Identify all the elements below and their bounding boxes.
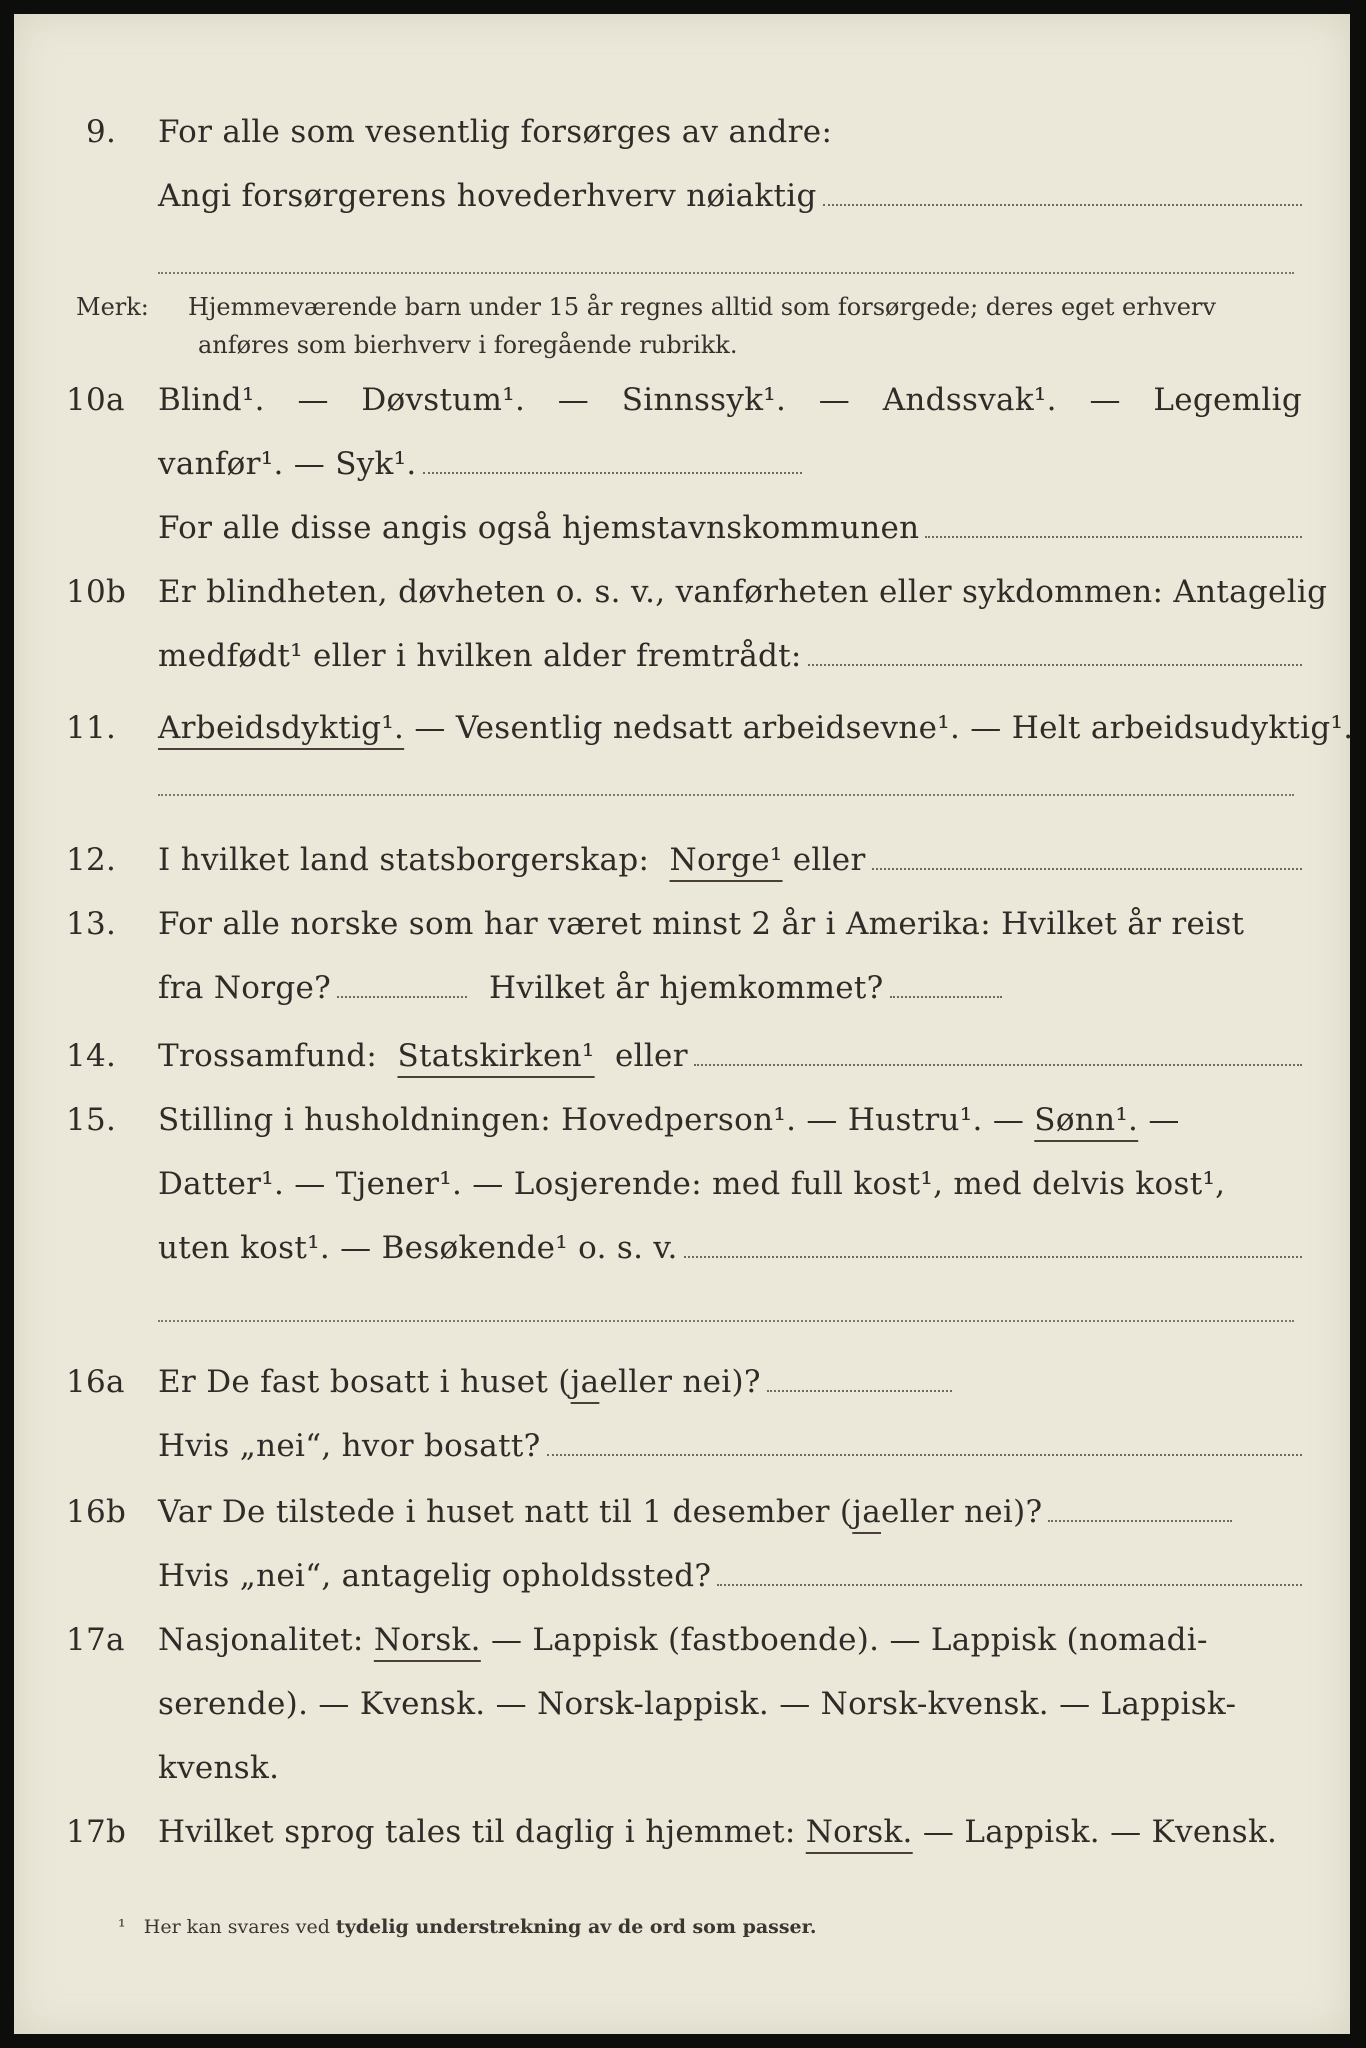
question-16a xyxy=(66,1364,1302,1492)
footnote-bold-text: tydelig understrekning av de ord som passer. xyxy=(335,1916,817,1938)
question-number: 10a xyxy=(66,382,125,418)
question-number: 12. xyxy=(66,842,117,878)
question-number: 10b xyxy=(66,574,127,610)
question-14 xyxy=(66,1038,1302,1102)
answer-field[interactable] xyxy=(547,1453,1302,1456)
question-text: Nasjonalitet: xyxy=(158,1622,364,1658)
underlined-answer: Statskirken¹ xyxy=(397,1038,595,1074)
question-text: Stilling i husholdningen: Hovedperson¹. — Hustru¹. — xyxy=(158,1102,1025,1138)
question-text: Hvis „nei“, antagelig opholdssted? xyxy=(158,1558,712,1594)
separator: — xyxy=(1089,382,1121,418)
question-10a xyxy=(66,382,1302,574)
underlined-answer: ja xyxy=(570,1364,600,1400)
option-text: — xyxy=(1148,1102,1180,1138)
option-text: Datter¹. — Tjener¹. — Losjerende: med full kost¹, med delvis kost¹, xyxy=(158,1166,1226,1202)
question-number: 9. xyxy=(86,114,117,150)
option-text: — Lappisk (fastboende). — Lappisk (nomadi- xyxy=(490,1622,1208,1658)
question-number: 17a xyxy=(66,1622,125,1658)
question-12 xyxy=(66,842,1302,906)
answer-field[interactable] xyxy=(158,794,1294,796)
option-text: — Lappisk. — Kvensk. xyxy=(922,1814,1278,1850)
answer-field[interactable] xyxy=(423,471,802,474)
question-11 xyxy=(66,710,1354,774)
footnote-mark: ¹ xyxy=(118,1916,126,1938)
note-text: Hjemmeværende barn under 15 år regnes alltid som forsørgede; deres eget erhverv xyxy=(188,293,1216,321)
question-number: 11. xyxy=(66,710,117,746)
option-text: Blind¹. xyxy=(158,382,265,418)
option-text: Andssvak¹. xyxy=(882,382,1057,418)
question-15 xyxy=(66,1102,1302,1294)
answer-field[interactable] xyxy=(684,1255,1302,1258)
question-number: 13. xyxy=(66,906,117,942)
question-text: I hvilket land statsborgerskap: xyxy=(158,842,650,878)
option-text: Døvstum¹. xyxy=(361,382,526,418)
answer-field[interactable] xyxy=(337,995,467,998)
question-text: Er blindheten, døvheten o. s. v., vanførheten eller sykdommen: Antagelig xyxy=(158,574,1328,610)
question-number: 17b xyxy=(66,1814,127,1850)
question-13 xyxy=(66,906,1302,1034)
question-text: fra Norge? xyxy=(158,970,332,1006)
separator: — xyxy=(557,382,590,418)
answer-field[interactable] xyxy=(890,995,1002,998)
option-text: — Vesentlig nedsatt arbeidsevne¹. — Helt arbeidsudyktig¹. xyxy=(414,710,1354,746)
option-text: eller xyxy=(614,1038,688,1074)
answer-field[interactable] xyxy=(158,272,1294,274)
answer-field[interactable] xyxy=(925,535,1302,538)
question-text: Er De fast bosatt i huset ( xyxy=(158,1364,571,1400)
note-text: anføres som bierhverv i foregående rubrikk. xyxy=(198,331,738,359)
question-text: For alle norske som har været minst 2 år i Amerika: Hvilket år reist xyxy=(158,906,1245,942)
question-text: Hvilket sprog tales til daglig i hjemmet: xyxy=(158,1814,796,1850)
question-text: eller nei)? xyxy=(881,1494,1043,1530)
footnote-text: Her kan svares ved xyxy=(143,1916,330,1938)
underlined-answer: Arbeidsdyktig¹. xyxy=(158,710,405,746)
option-text: vanfør¹. — Syk¹. xyxy=(158,446,417,482)
underlined-answer: Norsk. xyxy=(805,1814,913,1850)
answer-field[interactable] xyxy=(717,1583,1302,1586)
answer-field[interactable] xyxy=(1048,1519,1232,1522)
answer-field[interactable] xyxy=(694,1063,1302,1066)
option-text: uten kost¹. — Besøkende¹ o. s. v. xyxy=(158,1230,678,1266)
question-17b xyxy=(66,1814,1302,1878)
question-number: 16b xyxy=(66,1494,127,1530)
separator: — xyxy=(297,382,329,418)
underlined-answer: ja xyxy=(852,1494,881,1530)
option-text: Sinnssyk¹. xyxy=(621,382,787,418)
underlined-answer: Norge¹ xyxy=(669,842,783,878)
answer-field[interactable] xyxy=(158,1320,1294,1322)
question-number: 14. xyxy=(66,1038,117,1074)
question-text: Angi forsørgerens hovederhverv nøiaktig xyxy=(158,178,817,214)
option-text: eller xyxy=(792,842,866,878)
question-number: 15. xyxy=(66,1102,117,1138)
note-label: Merk: xyxy=(76,293,149,321)
underlined-answer: Norsk. xyxy=(373,1622,481,1658)
question-9 xyxy=(66,114,1302,242)
question-number: 16a xyxy=(66,1364,125,1400)
question-text: Var De tilstede i huset natt til 1 desember ( xyxy=(158,1494,853,1530)
answer-field[interactable] xyxy=(872,867,1302,870)
answer-field[interactable] xyxy=(808,663,1302,666)
option-text: Legemlig xyxy=(1153,382,1302,418)
answer-field[interactable] xyxy=(823,203,1302,206)
question-17a xyxy=(66,1622,1302,1814)
question-text: Trossamfund: xyxy=(158,1038,378,1074)
answer-field[interactable] xyxy=(767,1389,952,1392)
option-text: kvensk. xyxy=(158,1750,280,1786)
question-text: For alle disse angis også hjemstavnskommunen xyxy=(158,510,920,546)
separator: — xyxy=(818,382,851,418)
question-10b xyxy=(66,574,1328,702)
question-text: eller nei)? xyxy=(599,1364,761,1400)
question-text: Hvis „nei“, hvor bosatt? xyxy=(158,1428,541,1464)
option-text: serende). — Kvensk. — Norsk-lappisk. — Norsk-kvensk. — Lappisk- xyxy=(158,1686,1237,1722)
question-text: Hvilket år hjemkommet? xyxy=(489,970,884,1006)
underlined-answer: Sønn¹. xyxy=(1034,1102,1139,1138)
question-16b xyxy=(66,1494,1302,1622)
footnote xyxy=(118,1916,817,1938)
question-text: medfødt¹ eller i hvilken alder fremtrådt: xyxy=(158,638,802,674)
question-text: For alle som vesentlig forsørges av andre: xyxy=(158,114,833,150)
